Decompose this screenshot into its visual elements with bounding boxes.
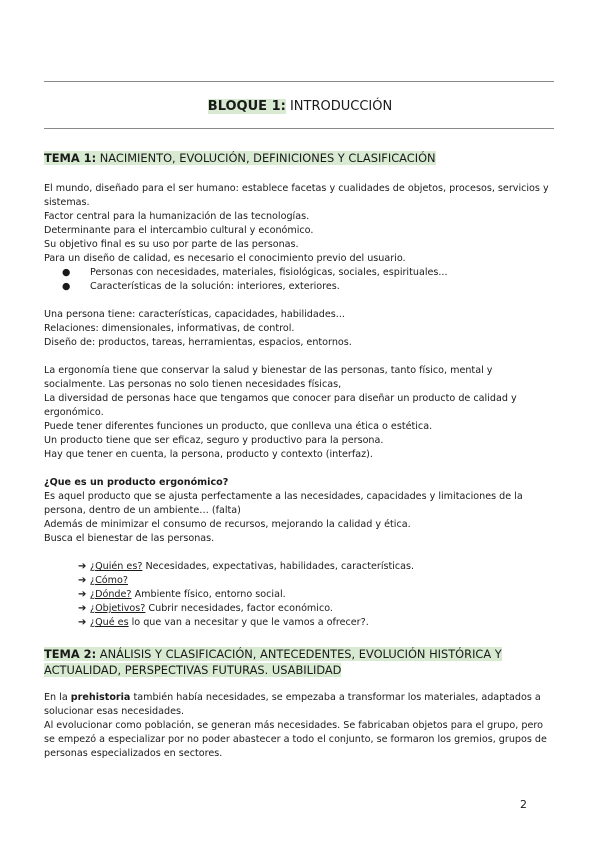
tema1-heading-text: NACIMIENTO, EVOLUCIÓN, DEFINICIONES Y CLASIFICACIÓN xyxy=(96,151,436,165)
list-item: ➔ ¿Quién es? Necesidades, expectativas, habilidades, características. xyxy=(78,561,415,572)
question-body-line: Es aquel producto que se ajusta perfectamente a las necesidades, capacidades y limitaciones de la persona, dentro de un ambiente… (falta) xyxy=(44,491,523,516)
tema2-heading-prefix: TEMA 2: xyxy=(44,647,97,661)
tema2-heading xyxy=(44,646,556,678)
tema1-para3-line: La ergonomía tiene que conservar la salud y bienestar de las personas, tanto físico, mental y socialmente. Las personas no solo tienen necesidades físicas, xyxy=(44,365,493,390)
block-title-prefix: BLOQUE 1: xyxy=(207,99,286,114)
tema2-para1: En la prehistoria también había necesidades, se empezaba a transformar los materiales, adaptados a solucionar esas necesidades. xyxy=(44,692,541,717)
list-item: ➔ ¿Dónde? Ambiente físico, entorno social. xyxy=(78,589,286,600)
arrow-icon: ➔ xyxy=(78,603,87,614)
arrow-icon: ➔ xyxy=(78,575,87,586)
tema1-intro-line: Su objetivo final es su uso por parte de las personas. xyxy=(44,239,299,250)
tema1-heading xyxy=(44,150,556,166)
tema1-para3-line: Puede tener diferentes funciones un producto, que conlleva una ética o estética. xyxy=(44,421,433,432)
tema1-para3-line: La diversidad de personas hace que tengamos que conocer para diseñar un producto de calidad y ergonómico. xyxy=(44,393,517,418)
tema2-heading-text: ANÁLISIS Y CLASIFICACIÓN, ANTECEDENTES, EVOLUCIÓN HISTÓRICA Y ACTUALIDAD, PERSPECTIVAS FUTURAS. USABILIDAD xyxy=(44,647,502,677)
tema1-para2-line: Una persona tiene: características, capacidades, habilidades... xyxy=(44,309,345,320)
arrow-icon: ➔ xyxy=(78,589,87,600)
tema1-para2-line: Relaciones: dimensionales, informativas, de control. xyxy=(44,323,295,334)
tema1-intro-line: Para un diseño de calidad, es necesario el conocimiento previo del usuario. xyxy=(44,253,406,264)
tema1-para3-line: Hay que tener en cuenta, la persona, producto y contexto (interfaz). xyxy=(44,449,373,460)
list-item: ● Personas con necesidades, materiales, fisiológicas, sociales, espirituales... xyxy=(62,267,448,278)
block-title xyxy=(0,95,600,114)
tema1-heading-prefix: TEMA 1: xyxy=(44,151,97,165)
top-rule xyxy=(44,81,554,82)
tema1-intro-line: El mundo, diseñado para el ser humano: establece facetas y cualidades de objetos, procesos, servicios y sistemas. xyxy=(44,183,549,208)
list-item: ➔ ¿Cómo? xyxy=(78,575,128,586)
tema1-para2-line: Diseño de: productos, tareas, herramientas, espacios, entornos. xyxy=(44,337,352,348)
list-item: ➔ ¿Qué es lo que van a necesitar y que le vamos a ofrecer?. xyxy=(78,617,369,628)
arrow-icon: ➔ xyxy=(78,561,87,572)
question-body-line: Además de minimizar el consumo de recursos, mejorando la calidad y ética. xyxy=(44,519,411,530)
page-number: 2 xyxy=(520,798,527,811)
list-item: ● Características de la solución: interiores, exteriores. xyxy=(62,281,340,292)
tema2-para2: Al evolucionar como población, se generan más necesidades. Se fabricaban objetos para el grupo, pero se empezó a especializar por no poder abastecer a todo el conjunto, se formaron los gremios, grupos de personas especializados en sectores. xyxy=(44,720,547,759)
list-item: ➔ ¿Objetivos? Cubrir necesidades, factor económico. xyxy=(78,603,333,614)
tema1-arrow-list xyxy=(44,560,556,630)
question-heading: ¿Que es un producto ergonómico? xyxy=(44,477,229,488)
prehistoria-term: prehistoria xyxy=(70,692,131,703)
bullet-icon: ● xyxy=(62,281,71,292)
bullet-icon: ● xyxy=(62,267,71,278)
arrow-icon: ➔ xyxy=(78,617,87,628)
tema2-section xyxy=(44,646,556,761)
block-title-text: INTRODUCCIÓN xyxy=(285,99,393,114)
question-body-line: Busca el bienestar de las personas. xyxy=(44,533,215,544)
tema1-intro-line: Factor central para la humanización de las tecnologías. xyxy=(44,211,310,222)
bottom-rule xyxy=(44,128,554,129)
tema1-bullet-list xyxy=(44,266,556,294)
tema1-section xyxy=(44,150,556,630)
tema1-para3-line: Un producto tiene que ser eficaz, seguro y productivo para la persona. xyxy=(44,435,384,446)
tema1-intro-line: Determinante para el intercambio cultural y económico. xyxy=(44,225,314,236)
